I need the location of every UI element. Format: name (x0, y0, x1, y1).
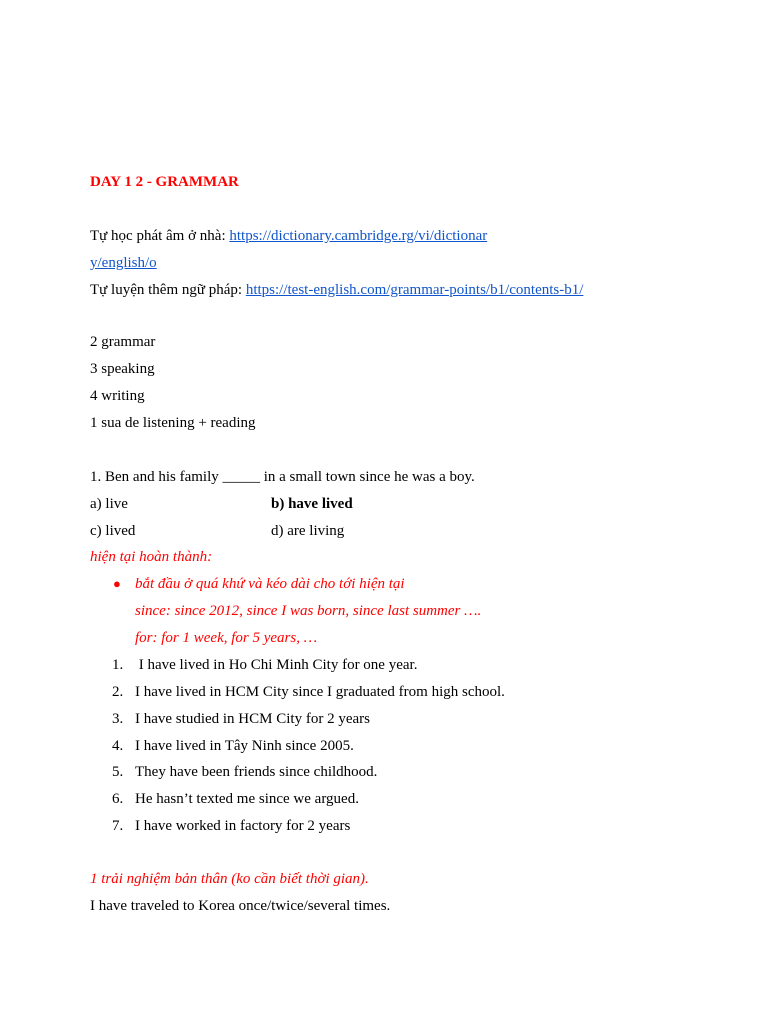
option-b-answer: b) have lived (271, 496, 353, 512)
option-c: c) lived (90, 523, 136, 539)
example-text: I have studied in HCM City for 2 years (135, 711, 370, 727)
experience-heading: 1 trải nghiệm bản thân (ko cần biết thời gian). (90, 871, 369, 887)
experience-example: I have traveled to Korea once/twice/several times. (90, 898, 391, 914)
options-row-2 (90, 522, 690, 540)
document-title: DAY 1 2 - GRAMMAR (90, 174, 239, 190)
example-number: 1. (112, 657, 124, 673)
grammar-practice-label: Tự luyện thêm ngữ pháp: (90, 282, 246, 298)
tense-heading: hiện tại hoàn thành: (90, 549, 213, 565)
option-a: a) live (90, 496, 128, 512)
options-row-1 (90, 495, 690, 513)
example-number: 5. (112, 764, 124, 780)
example-number: 2. (112, 684, 124, 700)
example-text: I have lived in Ho Chi Minh City for one year. (135, 657, 418, 673)
example-text: I have lived in HCM City since I graduated from high school. (135, 684, 505, 700)
example-number: 7. (112, 818, 124, 834)
plan-item-grammar: 2 grammar (90, 334, 156, 350)
plan-item-listening-reading: 1 sua de listening + reading (90, 415, 256, 431)
example-text: I have lived in Tây Ninh since 2005. (135, 738, 354, 754)
pronunciation-link-continued (90, 254, 157, 272)
example-text: They have been friends since childhood. (135, 764, 378, 780)
example-text: He hasn’t texted me since we argued. (135, 791, 359, 807)
option-d: d) are living (271, 523, 345, 539)
pronunciation-label: Tự học phát âm ở nhà: (90, 228, 230, 244)
example-number: 4. (112, 738, 124, 754)
bullet-dot-icon: ● (113, 576, 121, 591)
question-text: 1. Ben and his family _____ in a small town since he was a boy. (90, 469, 475, 485)
example-number: 6. (112, 791, 124, 807)
plan-item-speaking: 3 speaking (90, 361, 155, 377)
grammar-practice-line (90, 281, 583, 299)
since-usage-text: since: since 2012, since I was born, since last summer …. (135, 603, 482, 619)
example-text: I have worked in factory for 2 years (135, 818, 351, 834)
test-english-link[interactable]: https://test-english.com/grammar-points/b1/contents-b1/ (245, 282, 584, 298)
pronunciation-line (90, 227, 487, 245)
cambridge-dictionary-link[interactable]: https://dictionary.cambridge.rg/vi/dictionar (229, 228, 488, 244)
for-usage-text: for: for 1 week, for 5 years, … (135, 630, 318, 646)
tense-bullet-text: bắt đầu ở quá khứ và kéo dài cho tới hiện tại (135, 576, 405, 592)
plan-item-writing: 4 writing (90, 388, 145, 404)
example-number: 3. (112, 711, 124, 727)
cambridge-dictionary-link-cont[interactable]: y/english/o (90, 255, 157, 271)
